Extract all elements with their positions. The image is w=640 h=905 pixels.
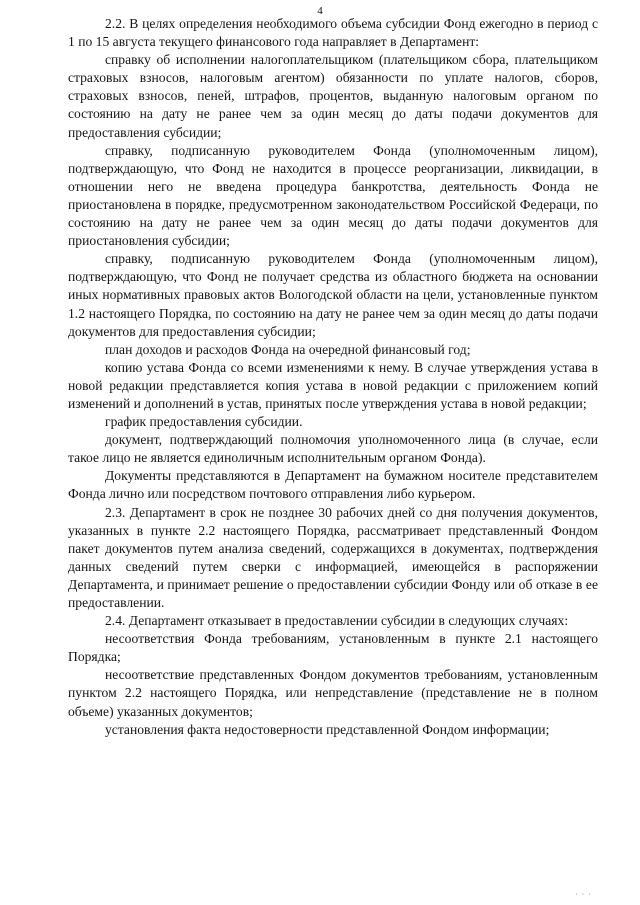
scan-corner-mark: · · · — [575, 890, 592, 899]
paragraph-tax-certificate: справку об исполнении налогоплательщиком (плательщиком сбора, плательщиком страховых взносов, налоговым агентом) обязанности по уплате налогов, сборов, страховых взносов, пеней, штрафов, процентов, выданную налоговым органом по состоянию на дату не ранее чем за один месяц до даты подачи документов для предоставления субсидии; — [68, 52, 598, 140]
paragraph-submission-method: Документы представляются в Департамент на бумажном носителе представителем Фонда лично или посредством почтового отправления либо курьером. — [68, 468, 598, 502]
paragraph-income-expense-plan: план доходов и расходов Фонда на очередной финансовый год; — [105, 341, 471, 357]
paragraph-2-4-intro: 2.4. Департамент отказывает в предоставлении субсидии в следующих случаях: — [105, 613, 569, 629]
paragraph-budget-funds-certificate: справку, подписанную руководителем Фонда (уполномоченным лицом), подтверждающую, что Фонд не получает средства из областного бюджета на основании иных нормативных правовых актов Вологодской области на цели, установленные пунктом 1.2 настоящего Порядка, по состоянию на дату не ранее чем за один месяц до даты подачи документов для предоставления субсидии; — [68, 251, 598, 339]
paragraph-refusal-documents: несоответствие представленных Фондом документов требованиям, установленным пунктом 2.2 настоящего Порядка, или непредставление (представление не в полном объеме) указанных документов; — [68, 667, 598, 719]
paragraph-2-3: 2.3. Департамент в срок не позднее 30 рабочих дней со дня получения документов, указанных в пункте 2.2 настоящего Порядка, рассматривает представленный Фондом пакет документов путем анализа сведений, содержащихся в документах, подтверждения данных сведений путем сверки с информацией, имеющейся в распоряжении Департамента, и принимает решение о предоставлении субсидии Фонду или об отказе в ее предоставлении. — [68, 504, 598, 610]
paragraph-refusal-noncompliance: несоответствия Фонда требованиям, установленным в пункте 2.1 настоящего Порядка; — [68, 631, 598, 665]
paragraph-charter-copy: копию устава Фонда со всеми изменениями к нему. В случае утверждения устава в новой редакции представляется копия устава в новой редакции с приложением копий изменений и дополнений в устав, принятых после утверждения устава в новой редакции; — [68, 359, 598, 411]
paragraph-reorganization-certificate: справку, подписанную руководителем Фонда (уполномоченным лицом), подтверждающую, что Фонд не находится в процессе реорганизации, ликвидации, в отношении него не введена процедура банкротства, деятельность Фонда не приостановлена в порядке, предусмотренном законодательством Российской Федераци, по состоянию на дату не ранее чем за один месяц до даты подачи документов для приостановления субсидии; — [68, 142, 598, 249]
paragraph-refusal-inaccuracy: установления факта недостоверности представленной Фондом информации; — [105, 721, 550, 737]
paragraph-authority-document: документ, подтверждающий полномочия уполномоченного лица (в случае, если такое лицо не является единоличным исполнительным органом Фонда). — [68, 432, 598, 466]
page-number: 4 — [317, 5, 323, 17]
document-body — [68, 15, 598, 739]
paragraph-subsidy-schedule: график предоставления субсидии. — [105, 414, 303, 430]
paragraph-2-2-intro: 2.2. В целях определения необходимого объема субсидии Фонд ежегодно в период с 1 по 15 августа текущего финансового года направляет в Департамент: — [68, 16, 598, 50]
